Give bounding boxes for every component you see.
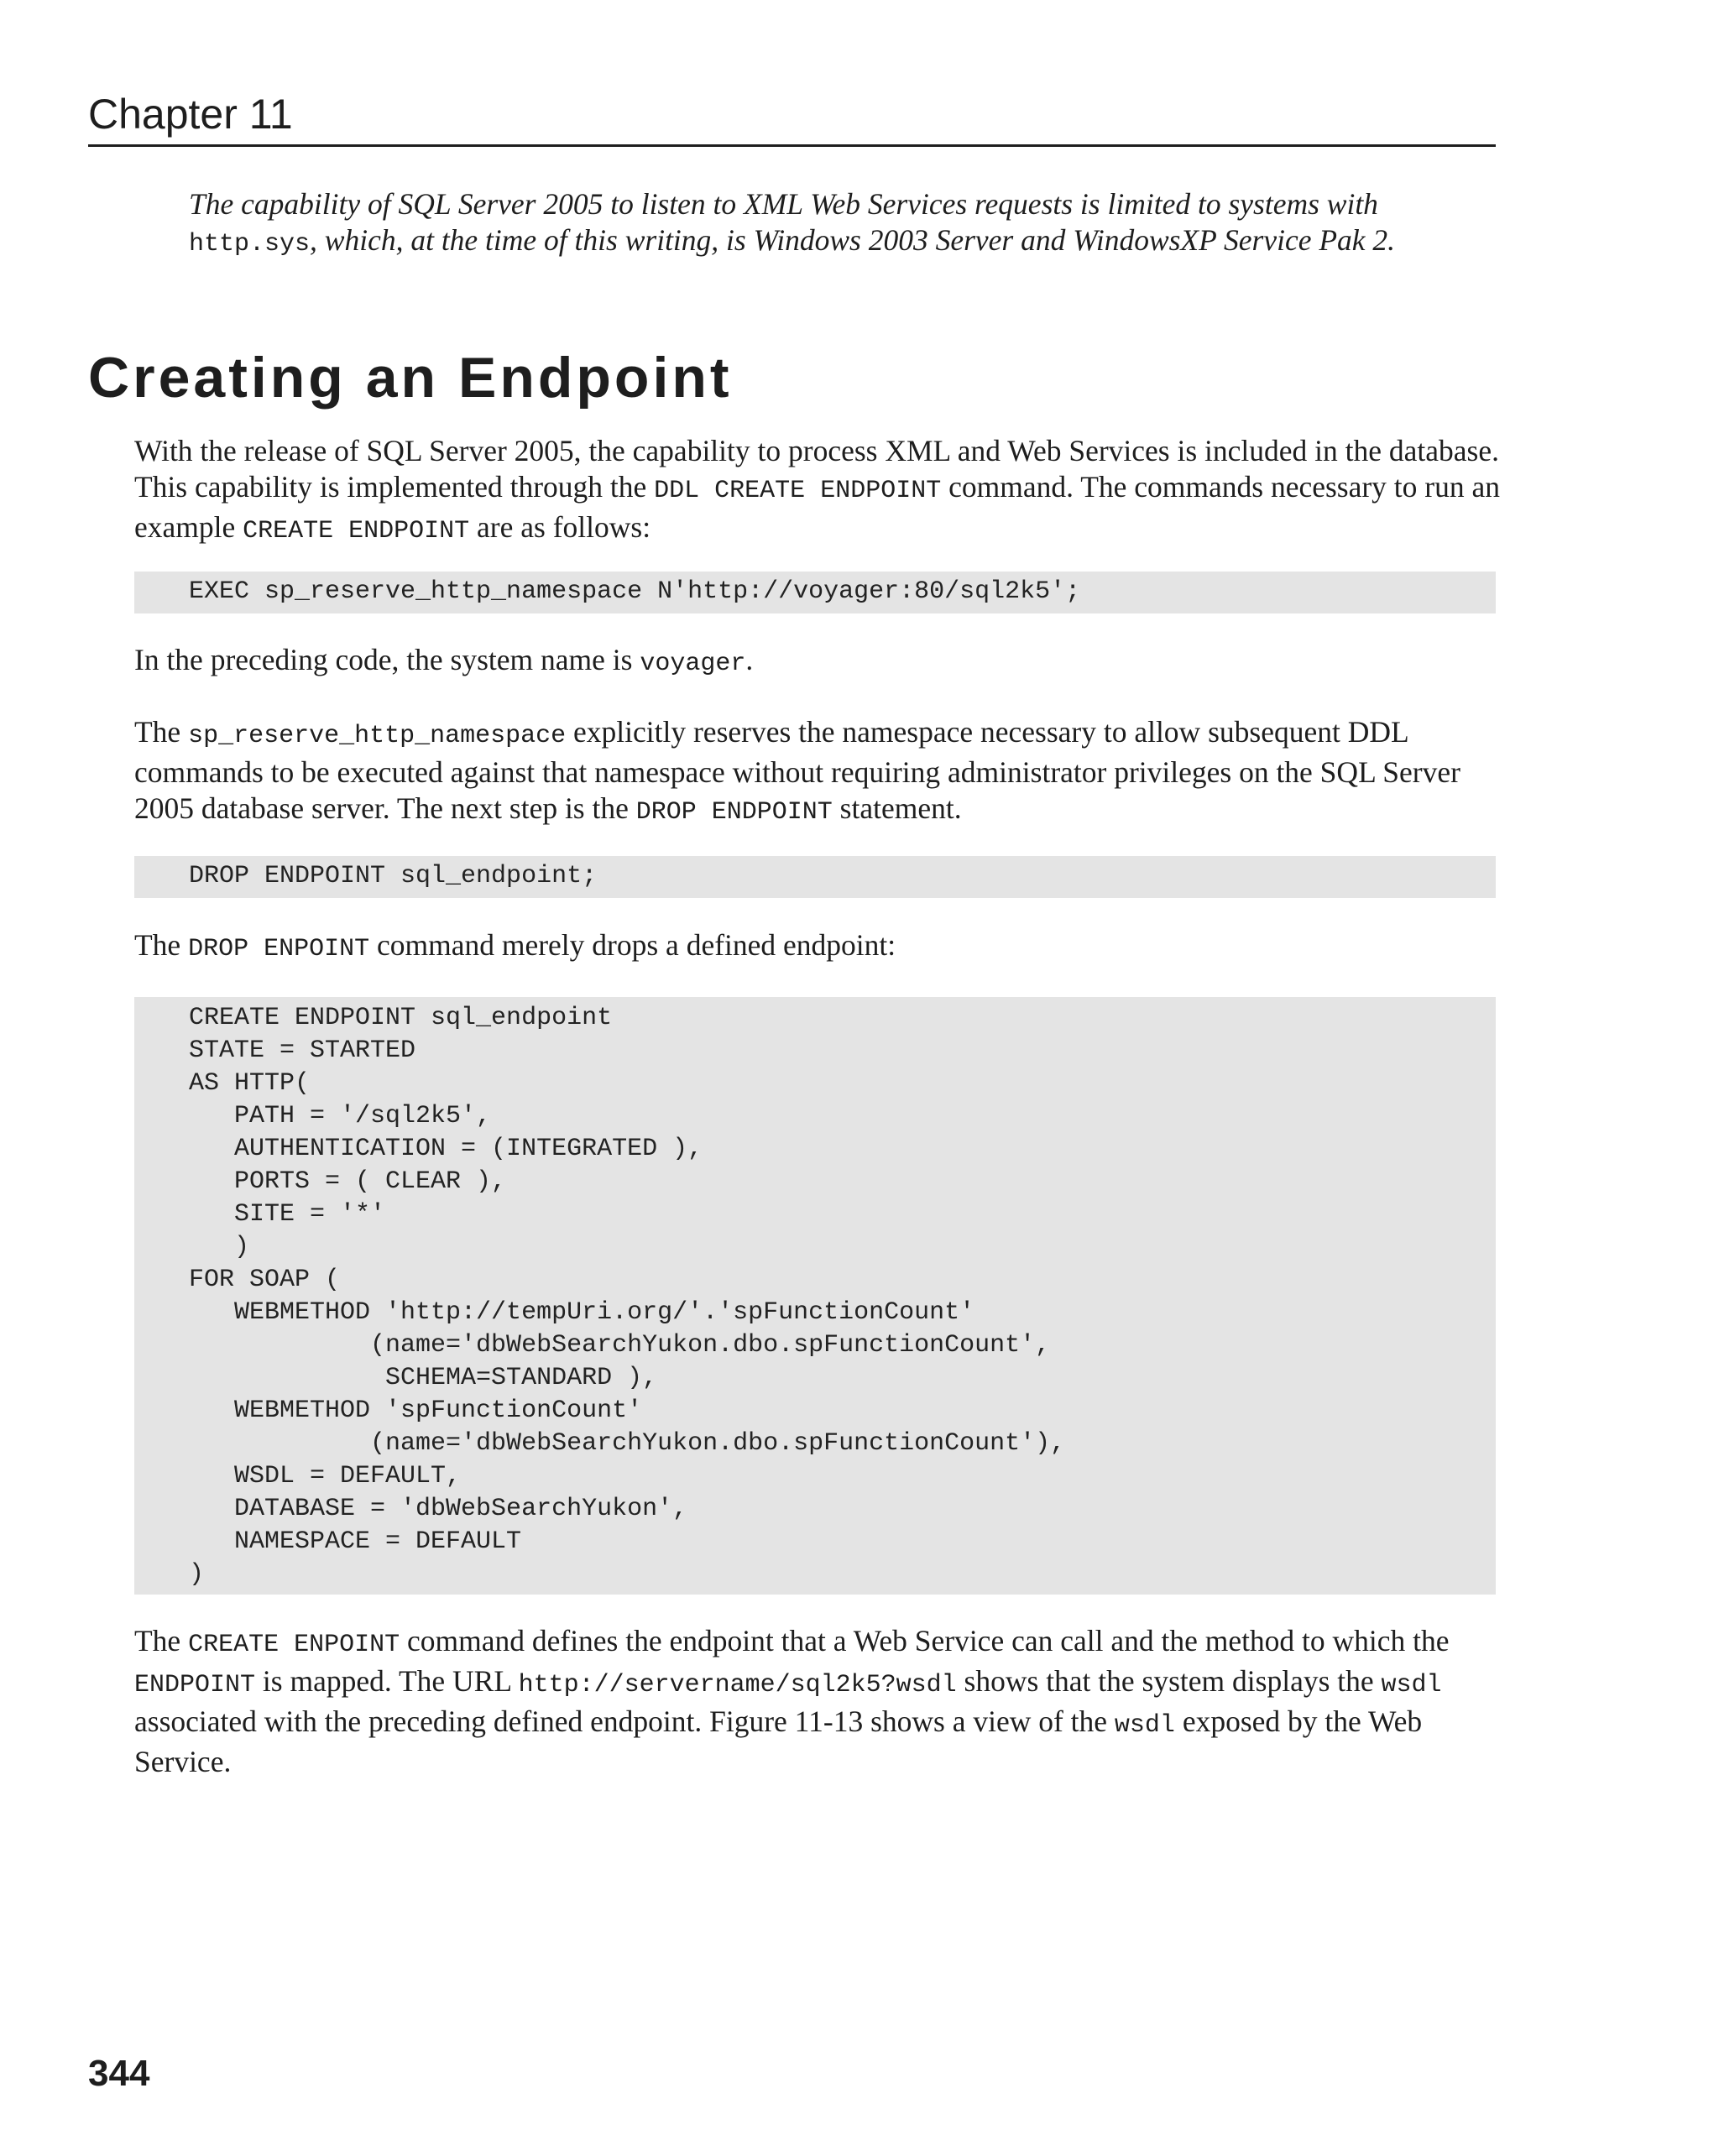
drop-paragraph: [134, 927, 1502, 968]
namespace-paragraph: [134, 714, 1502, 831]
inline-code: DROP ENDPOINT: [635, 798, 833, 827]
note-text: , which, at the time of this writing, is Windows 2003 Server and WindowsXP Service Pak 2.: [310, 223, 1396, 257]
inline-code: ENDPOINT: [134, 1671, 256, 1699]
paragraph-text: statement.: [832, 791, 962, 825]
paragraph-text: shows that the system displays the: [956, 1664, 1382, 1698]
inline-code: wsdl: [1381, 1671, 1442, 1699]
paragraph-text: The: [134, 715, 189, 749]
note-code: http.sys: [189, 230, 311, 258]
paragraph-text: command. The commands necessary to run an example: [134, 470, 1500, 544]
paragraph-text: The: [134, 928, 189, 962]
note-paragraph: [189, 186, 1481, 263]
code-block-drop: [134, 856, 1496, 898]
inline-code: CREATE ENDPOINT: [243, 517, 470, 546]
code-block-reserve: [134, 572, 1496, 613]
chapter-header: [88, 91, 1496, 147]
paragraph-text: In the preceding code, the system name is: [134, 643, 640, 676]
paragraph-text: .: [745, 643, 754, 676]
code-block-create: [134, 997, 1496, 1595]
inline-code: http://servername/sql2k5?wsdl: [518, 1671, 957, 1699]
paragraph-text: are as follows:: [469, 510, 651, 544]
note-text: The capability of SQL Server 2005 to listen to XML Web Services requests is limited to systems with: [189, 187, 1378, 221]
paragraph-text: The: [134, 1624, 189, 1657]
paragraph-text: With the release of SQL Server 2005, the capability to process XML and Web Services is included in the database. This capability is implemented through the: [134, 434, 1499, 504]
code-listing: CREATE ENDPOINT sql_endpoint STATE = STARTED AS HTTP( PATH = '/sql2k5', AUTHENTICATION = (INTEGRATED ), PORTS = ( CLEAR ), SITE = '*' ) FOR SOAP ( WEBMETHOD 'http://tempUri.org/'.'spFunctionCount' (name='dbWebSearchYukon.dbo.spFunctionCount', SCHEMA=STANDARD ), WEBMETHOD 'spFunctionCount' (name='dbWebSearchYukon.dbo.spFunctionCount'), WSDL = DEFAULT, DATABASE = 'dbWebSearchYukon', NAMESPACE = DEFAULT ): [189, 1004, 1066, 1589]
chapter-title: Chapter 11: [88, 91, 293, 138]
inline-code: sp_reserve_http_namespace: [188, 722, 567, 750]
code-listing: EXEC sp_reserve_http_namespace N'http://voyager:80/sql2k5';: [189, 577, 1081, 606]
code-listing: DROP ENDPOINT sql_endpoint;: [189, 862, 598, 890]
section-title: Creating an Endpoint: [88, 346, 733, 410]
paragraph-text: command defines the endpoint that a Web Service can call and the method to which the: [400, 1624, 1450, 1657]
inline-code: DDL CREATE ENDPOINT: [654, 477, 942, 505]
paragraph-text: command merely drops a defined endpoint:: [369, 928, 896, 962]
paragraph-text: associated with the preceding defined endpoint. Figure 11-13 shows a view of the: [134, 1704, 1115, 1738]
intro-paragraph: [134, 433, 1502, 550]
create-paragraph: [134, 1623, 1502, 1780]
paragraph-text: is mapped. The URL: [255, 1664, 519, 1698]
page-number: 344: [88, 2053, 150, 2094]
system-name-paragraph: [134, 642, 1502, 682]
paragraph-text: exposed by the Web Service.: [134, 1704, 1423, 1778]
inline-code: voyager: [640, 650, 746, 678]
paragraph-text: explicitly reserves the namespace necessary to allow subsequent DDL commands to be executed against that namespace without requiring administrator privileges on the SQL Server 2005 database server. The next step is the: [134, 715, 1460, 825]
inline-code: wsdl: [1114, 1711, 1175, 1740]
inline-code: DROP ENPOINT: [188, 935, 370, 963]
inline-code: CREATE ENPOINT: [188, 1631, 400, 1659]
